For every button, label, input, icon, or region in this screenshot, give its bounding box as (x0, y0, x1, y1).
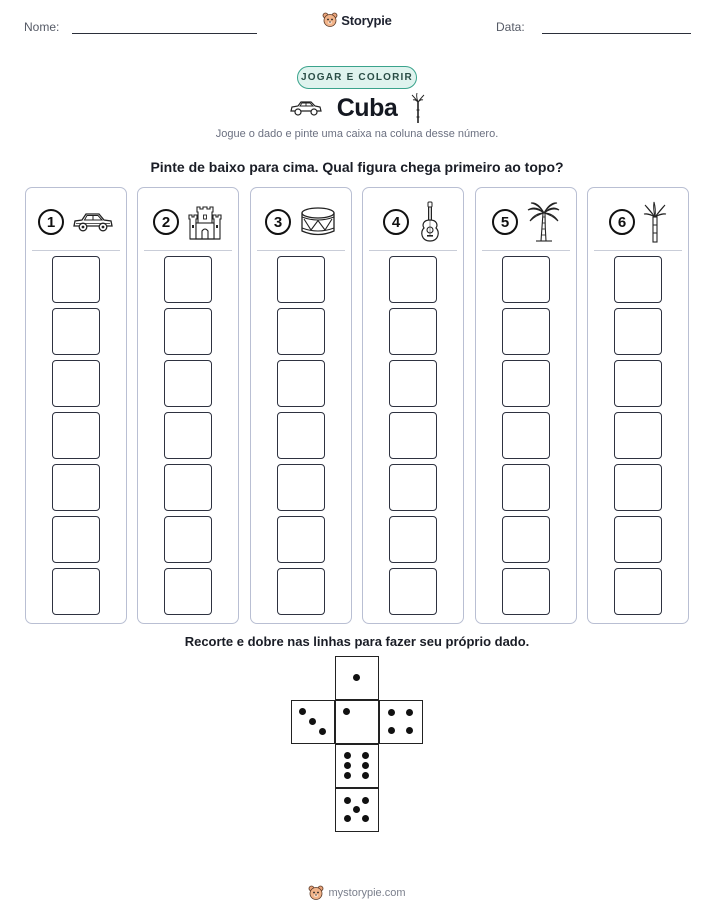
die-pip (344, 797, 351, 804)
color-box[interactable] (502, 308, 550, 355)
color-box[interactable] (502, 568, 550, 615)
die-face-5[interactable] (335, 788, 379, 832)
name-line[interactable] (72, 33, 257, 34)
die-pip (406, 709, 413, 716)
column-3 (250, 187, 352, 624)
color-box[interactable] (614, 360, 662, 407)
die-pip (343, 708, 350, 715)
color-box[interactable] (614, 412, 662, 459)
die-face-4[interactable] (379, 700, 423, 744)
color-box[interactable] (389, 360, 437, 407)
column-divider (482, 250, 570, 251)
column-header (251, 200, 351, 244)
color-box[interactable] (277, 464, 325, 511)
color-box[interactable] (277, 516, 325, 563)
color-box[interactable] (502, 360, 550, 407)
color-box[interactable] (502, 256, 550, 303)
color-box[interactable] (52, 256, 100, 303)
color-box[interactable] (277, 256, 325, 303)
column-number: 6 (609, 209, 635, 235)
die-face-1[interactable] (335, 656, 379, 700)
column-header (588, 200, 688, 244)
color-box[interactable] (389, 464, 437, 511)
brand-logo (0, 12, 714, 28)
color-box[interactable] (277, 360, 325, 407)
date-line[interactable] (542, 33, 691, 34)
cut-instruction: Recorte e dobre nas linhas para fazer seu próprio dado. (184, 634, 530, 649)
color-box[interactable] (52, 464, 100, 511)
column-divider (594, 250, 682, 251)
color-box[interactable] (389, 516, 437, 563)
drum-icon (299, 205, 337, 239)
die-pip (353, 674, 360, 681)
footer (0, 885, 714, 901)
color-box[interactable] (389, 308, 437, 355)
color-box[interactable] (164, 256, 212, 303)
bear-icon (308, 885, 324, 901)
color-box[interactable] (614, 568, 662, 615)
color-box[interactable] (52, 516, 100, 563)
color-box[interactable] (389, 568, 437, 615)
column-number: 2 (153, 209, 179, 235)
die-pip (362, 752, 369, 759)
color-box[interactable] (52, 308, 100, 355)
column-number: 5 (492, 209, 518, 235)
color-box[interactable] (52, 360, 100, 407)
column-divider (369, 250, 457, 251)
die-face-6[interactable] (335, 744, 379, 788)
die-pip (344, 815, 351, 822)
die-pip (344, 772, 351, 779)
column-header (363, 200, 463, 244)
name-label: Nome: (24, 20, 60, 34)
car-icon (72, 209, 114, 235)
color-box[interactable] (52, 412, 100, 459)
color-box[interactable] (502, 516, 550, 563)
die-pip (344, 752, 351, 759)
car-icon (289, 98, 323, 118)
column-6 (587, 187, 689, 624)
color-box[interactable] (614, 516, 662, 563)
die-pip (319, 728, 326, 735)
color-box[interactable] (389, 256, 437, 303)
subtitle: Jogue o dado e pinte uma caixa na coluna desse número. (215, 128, 499, 140)
column-2 (137, 187, 239, 624)
die-pip (362, 762, 369, 769)
column-divider (257, 250, 345, 251)
instruction: Pinte de baixo para cima. Qual figura chega primeiro ao topo? (150, 159, 564, 175)
column-1 (25, 187, 127, 624)
die-pip (344, 762, 351, 769)
color-box[interactable] (52, 568, 100, 615)
color-box[interactable] (277, 568, 325, 615)
guitar-icon (417, 201, 443, 243)
color-box[interactable] (502, 464, 550, 511)
sugarcane-icon (411, 93, 425, 123)
color-box[interactable] (502, 412, 550, 459)
color-box[interactable] (164, 568, 212, 615)
column-number: 1 (38, 209, 64, 235)
die-face-1[interactable] (335, 700, 379, 744)
color-box[interactable] (614, 464, 662, 511)
color-box[interactable] (389, 412, 437, 459)
die-pip (362, 815, 369, 822)
castle-icon (187, 203, 223, 241)
page-title: Cuba (336, 93, 398, 122)
column-number: 3 (265, 209, 291, 235)
column-header (138, 200, 238, 244)
die-pip (406, 727, 413, 734)
die-pip (362, 797, 369, 804)
palm-tree-icon (526, 201, 560, 243)
column-header (26, 200, 126, 244)
color-box[interactable] (164, 516, 212, 563)
footer-url[interactable]: mystorypie.com (328, 887, 406, 899)
bear-icon (322, 12, 338, 28)
title-row (0, 92, 714, 124)
die-pip (299, 708, 306, 715)
die-pip (388, 727, 395, 734)
activity-badge: JOGAR E COLORIR (297, 66, 417, 89)
column-5 (475, 187, 577, 624)
color-box[interactable] (614, 256, 662, 303)
column-divider (32, 250, 120, 251)
column-divider (144, 250, 232, 251)
color-box[interactable] (164, 464, 212, 511)
color-box[interactable] (277, 308, 325, 355)
die-pip (362, 772, 369, 779)
die-face-3[interactable] (291, 700, 335, 744)
color-box[interactable] (164, 360, 212, 407)
color-box[interactable] (614, 308, 662, 355)
die-pip (353, 806, 360, 813)
sugarcane-icon (643, 201, 667, 243)
brand-name: Storypie (341, 12, 392, 28)
column-number: 4 (383, 209, 409, 235)
color-box[interactable] (277, 412, 325, 459)
die-pip (309, 718, 316, 725)
die-pip (388, 709, 395, 716)
color-box[interactable] (164, 412, 212, 459)
date-label: Data: (496, 20, 525, 34)
column-header (476, 200, 576, 244)
color-box[interactable] (164, 308, 212, 355)
column-4 (362, 187, 464, 624)
